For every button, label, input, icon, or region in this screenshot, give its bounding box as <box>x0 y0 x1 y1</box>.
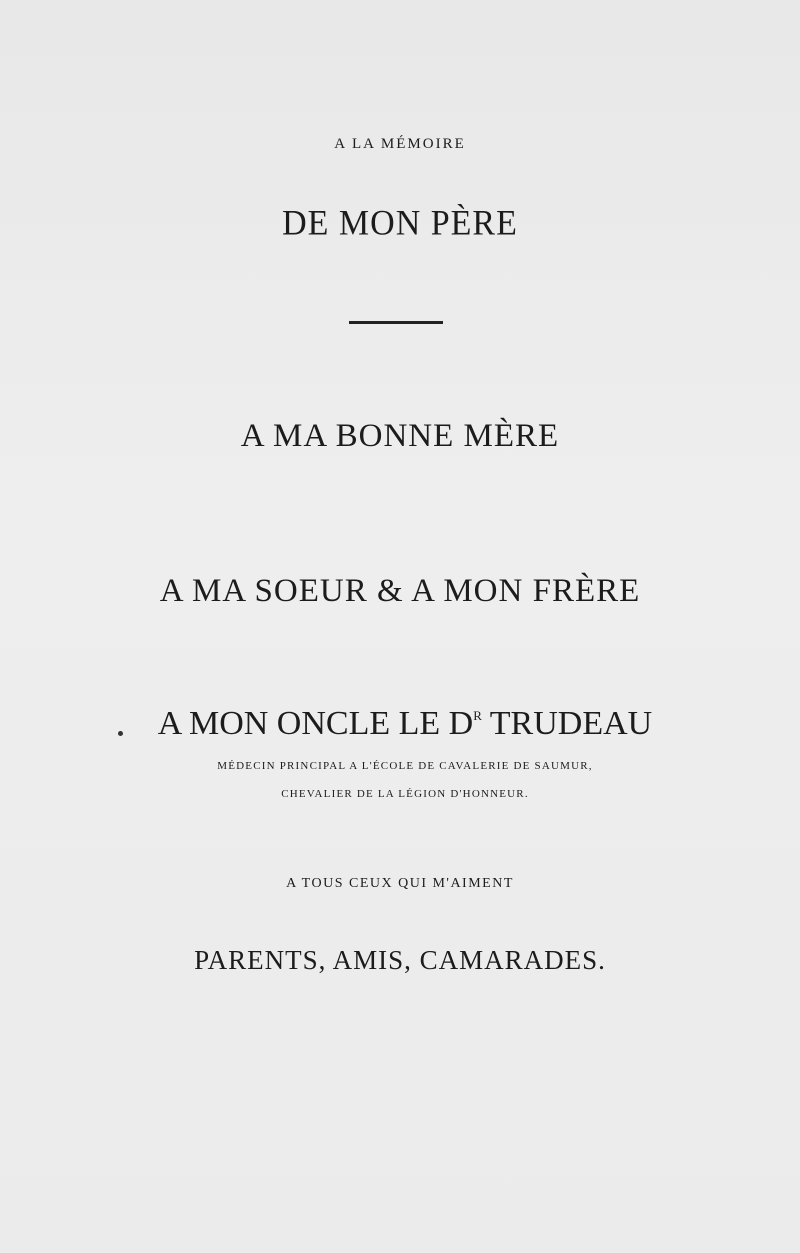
uncle-honor: CHEVALIER DE LA LÉGION D'HONNEUR. <box>281 788 529 800</box>
divider-rule <box>349 321 443 324</box>
uncle-name: TRUDEAU <box>481 705 653 742</box>
dedication-siblings: A MA SOEUR & A MON FRÈRE <box>159 573 641 609</box>
dedication-relatives: PARENTS, AMIS, CAMARADES. <box>194 945 606 975</box>
dedication-father: DE MON PÈRE <box>282 204 518 243</box>
uncle-prefix: A MON ONCLE LE D <box>157 705 474 742</box>
dedication-uncle <box>10 705 800 743</box>
dedication-mother: A MA BONNE MÈRE <box>240 418 560 454</box>
uncle-title: MÉDECIN PRINCIPAL A L'ÉCOLE DE CAVALERIE DE SAUMUR, <box>217 760 593 772</box>
dedication-memory: A LA MÉMOIRE <box>334 136 466 152</box>
uncle-sup: R <box>473 707 482 723</box>
dedication-all: A TOUS CEUX QUI M'AIMENT <box>286 876 514 891</box>
